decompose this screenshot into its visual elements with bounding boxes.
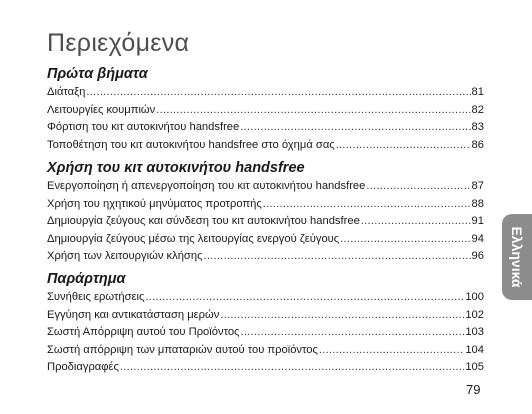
toc-entry-title: Ενεργοποίηση ή απενεργοποίηση του κιτ αυτοκινήτου handsfree <box>47 180 366 192</box>
toc-entry-page: 82 <box>471 103 484 116</box>
toc-entry[interactable] <box>47 342 484 360</box>
toc-entry-page: 100 <box>465 291 484 303</box>
toc-entry[interactable] <box>47 359 484 377</box>
section-heading: Πρώτα βήματα <box>47 66 148 82</box>
toc-entry-title: Συνήθεις ερωτήσεις <box>47 291 145 303</box>
toc-entry[interactable] <box>47 137 484 155</box>
toc-entry[interactable] <box>47 289 484 307</box>
language-side-tab <box>502 214 532 300</box>
toc-entry[interactable] <box>47 231 484 249</box>
section-appendix <box>47 269 484 377</box>
toc-entry-page: 87 <box>471 180 484 192</box>
leader-dots <box>336 137 471 155</box>
toc-entry[interactable] <box>47 196 484 214</box>
leader-dots <box>203 248 470 266</box>
toc-entry-page: 102 <box>465 308 484 321</box>
toc-entry-page: 83 <box>471 121 484 134</box>
leader-dots <box>120 359 464 377</box>
toc-entry-page: 86 <box>471 138 484 151</box>
toc-entry-title: Σωστή Απόρριψη αυτού του Προϊόντος <box>47 326 240 339</box>
toc-entry-page: 94 <box>471 232 484 245</box>
toc-entry-title: Χρήση των λειτουργιών κλήσης <box>47 250 203 263</box>
toc-entry[interactable] <box>47 213 484 231</box>
page-title: Περιεχόμενα <box>47 29 190 57</box>
toc-entry[interactable] <box>47 119 484 137</box>
toc-entry[interactable] <box>47 84 484 102</box>
leader-dots <box>319 342 464 360</box>
leader-dots <box>220 307 464 325</box>
toc-entry[interactable] <box>47 178 484 196</box>
leader-dots <box>366 178 470 196</box>
toc-entry-title: Διάταξη <box>47 86 86 98</box>
section-using-handsfree <box>47 158 484 266</box>
toc-entry-title: Τοποθέτηση του κιτ αυτοκινήτου handsfree στο όχημά σας <box>47 138 335 151</box>
leader-dots <box>263 196 471 214</box>
toc-entry-page: 81 <box>471 86 484 98</box>
toc-entry-title: Σωστή απόρριψη των μπαταριών αυτού του προϊόντος <box>47 343 318 356</box>
language-tab-label: Ελληνικά <box>509 226 525 288</box>
toc-entry-page: 96 <box>471 250 484 263</box>
section-first-steps <box>47 64 484 154</box>
toc-entry[interactable] <box>47 324 484 342</box>
toc-entry[interactable] <box>47 248 484 266</box>
leader-dots <box>145 289 464 307</box>
toc-entry-title: Φόρτιση του κιτ αυτοκινήτου handsfree <box>47 121 240 134</box>
toc-entry[interactable] <box>47 307 484 325</box>
toc-entry-title: Δημιουργία ζεύγους και σύνδεση του κιτ αυτοκινήτου handsfree <box>47 215 360 228</box>
leader-dots <box>361 213 471 231</box>
toc-entry-title: Λειτουργίες κουμπιών <box>47 103 156 116</box>
toc-entry-page: 105 <box>465 361 484 374</box>
leader-dots <box>240 324 464 342</box>
toc-entry-title: Δημιουργία ζεύγους μέσω της λειτουργίας ενεργού ζεύγους <box>47 232 340 245</box>
leader-dots <box>156 102 470 120</box>
toc-entry-page: 88 <box>471 197 484 210</box>
section-heading: Χρήση του κιτ αυτοκινήτου handsfree <box>47 160 305 176</box>
toc-entry-title: Εγγύηση και αντικατάσταση μερών <box>47 308 220 321</box>
leader-dots <box>340 231 470 249</box>
page-number: 79 <box>466 382 481 397</box>
leader-dots <box>86 84 470 102</box>
section-heading: Παράρτημα <box>47 271 126 287</box>
toc-entry-page: 103 <box>465 326 484 339</box>
toc-entry-title: Προδιαγραφές <box>47 361 119 374</box>
toc-entry-page: 91 <box>471 215 484 228</box>
toc-entry-page: 104 <box>465 343 484 356</box>
toc-entry[interactable] <box>47 102 484 120</box>
toc-entry-title: Χρήση του ηχητικού μηνύματος προτροπής <box>47 197 262 210</box>
leader-dots <box>240 119 470 137</box>
